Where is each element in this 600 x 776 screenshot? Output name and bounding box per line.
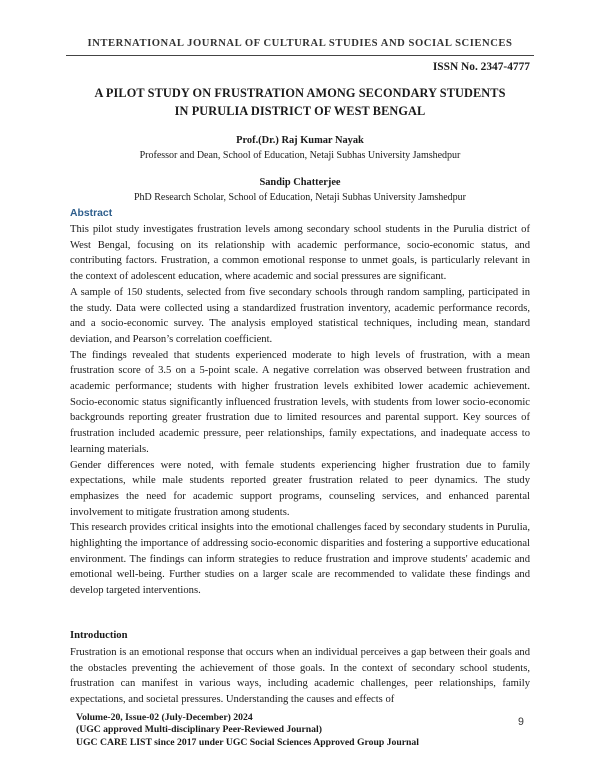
abstract-paragraph-5: This research provides critical insights into the emotional challenges faced by secondary students in Purulia, highlighting the importance of addressing socio-economic disparities and fostering a supportive educational environment. The findings can inform strategies to reduce frustration and improve students' academic and emotional well-being. Further studies on a larger scale are recommended to validate these findings and develop targeted interventions.: [70, 522, 530, 597]
footer-volume: Volume-20, Issue-02 (July-December) 2024: [76, 712, 253, 723]
footer-ugc-care: UGC CARE LIST since 2017 under UGC Social Sciences Approved Group Journal: [76, 736, 419, 748]
abstract-paragraph-3: The findings revealed that students experienced moderate to high levels of frustration, with a mean frustration score of 3.5 on a 5-point scale. A negative correlation was observed between frustration and academic performance; students with higher frustration levels exhibited lower academic achievement. Socio-economic status significantly influenced frustration levels, with students from lower socio-economic backgrounds reporting greater frustration due to limited resources and parental support. Key sources of frustration included academic pressure, peer relationships, family expectations, and inadequate access to learning materials.: [70, 349, 530, 455]
introduction-heading: Introduction: [70, 630, 128, 641]
introduction-paragraph: Frustration is an emotional response that occurs when an individual perceives a gap between their goals and the obstacles preventing the achievement of those goals. In the context of secondary school students, frustration can manifest in various ways, including academic challenges, peer relationships, family expectations, and societal pressures. Understanding the causes and effects of: [70, 647, 530, 706]
abstract-heading: Abstract: [70, 208, 113, 219]
author-1-name: Prof.(Dr.) Raj Kumar Nayak: [236, 135, 364, 146]
footer-ugc-approval: (UGC approved Multi-disciplinary Peer-Reviewed Journal): [76, 724, 322, 736]
introduction-body: [70, 645, 530, 708]
author-2-affiliation: PhD Research Scholar, School of Education, Netaji Subhas University Jamshedpur: [133, 192, 467, 203]
author-1-affiliation: Professor and Dean, School of Education, Netaji Subhas University Jamshedpur: [139, 150, 461, 161]
abstract-body: [70, 222, 530, 599]
abstract-paragraph-4: Gender differences were noted, with female students experiencing higher frustration due to family expectations, while male students reported greater frustration related to peer dynamics. The study emphasizes the need for academic support programs, counseling services, and enhanced parental involvement to mitigate frustration among students.: [70, 459, 530, 518]
issn-number: ISSN No. 2347-4777: [432, 61, 530, 73]
page-footer: [76, 712, 419, 749]
abstract-paragraph-2: A sample of 150 students, selected from five secondary schools through random sampling, participated in the study. Data were collected using a standardized frustration inventory, academic performance records, and a socio-economic survey. The analysis employed statistical techniques, including mean, standard deviation, and Pearson’s correlation coefficient.: [70, 286, 530, 345]
header-rule: [66, 55, 534, 56]
paper-title-line-2: IN PURULIA DISTRICT OF WEST BENGAL: [174, 103, 426, 118]
journal-header: INTERNATIONAL JOURNAL OF CULTURAL STUDIES AND SOCIAL SCIENCES: [87, 38, 513, 49]
page-number: 9: [518, 716, 524, 728]
abstract-paragraph-1: This pilot study investigates frustration levels among secondary school students in the Purulia district of West Bengal, focusing on its relationship with academic performance, socio-economic status, and contributing factors. Frustration, a common emotional response to unmet goals, is particularly relevant in the context of adolescent education, where academic and social pressures are significant.: [70, 224, 530, 283]
paper-title: [66, 85, 534, 120]
author-2-name: Sandip Chatterjee: [259, 177, 341, 188]
paper-title-line-1: A PILOT STUDY ON FRUSTRATION AMONG SECONDARY STUDENTS: [94, 86, 506, 100]
